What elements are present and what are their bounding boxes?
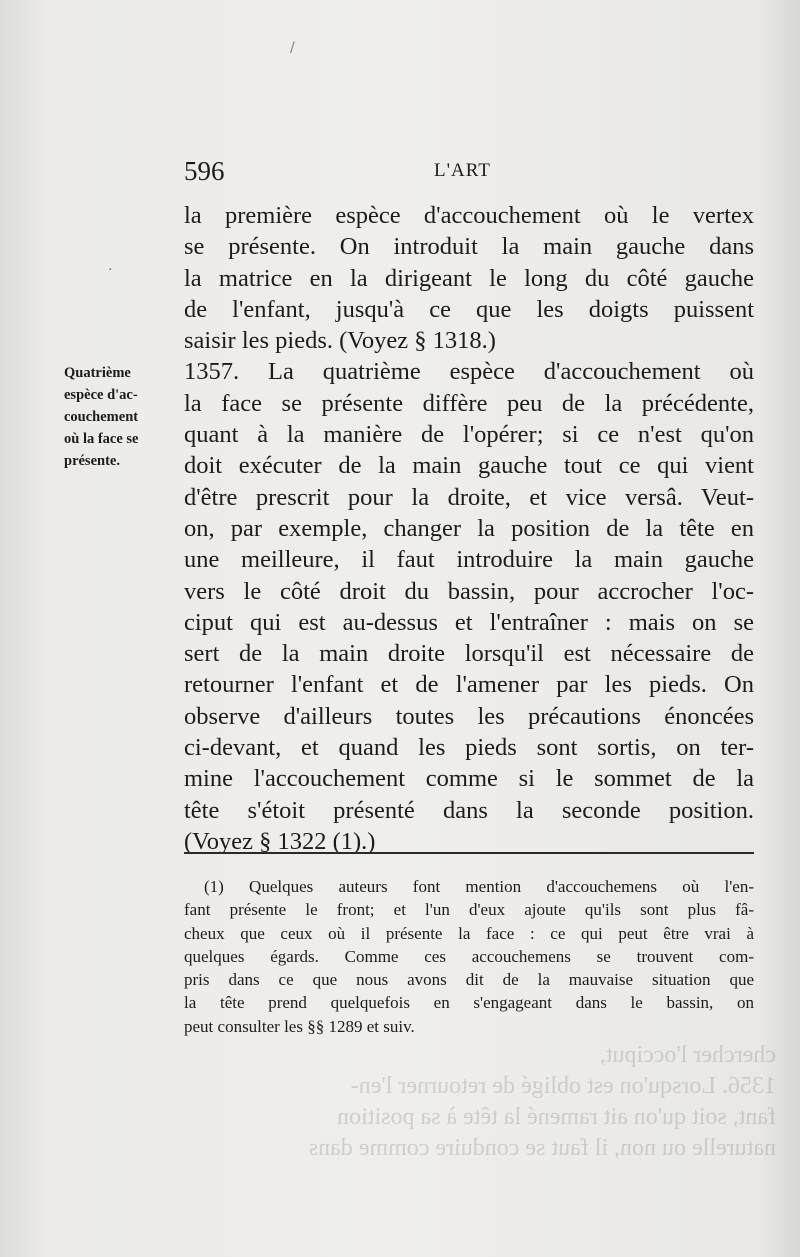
marginal-line: espèce d'ac- <box>64 387 138 403</box>
footnote-line: fant présente le front; et l'un d'eux ajoute qu'ils sont plus fâ- <box>184 900 754 920</box>
text-line: mine l'accouchement comme si le sommet de la <box>184 765 754 793</box>
text-line: se présente. On introduit la main gauche dans <box>184 233 754 261</box>
footnote-line: cheux que ceux où il présente la face : ce qui peut être vrai à <box>184 923 754 943</box>
page-header <box>184 156 754 196</box>
marginal-line: couchement <box>64 409 139 425</box>
marginal-line: où la face se <box>64 431 139 447</box>
stray-mark: · <box>108 262 113 278</box>
marginal-line: Quatrième <box>64 365 131 381</box>
text-line: vers le côté droit du bassin, pour accrocher l'oc- <box>184 577 754 605</box>
text-line: doit exécuter de la main gauche tout ce qui vient <box>184 452 754 480</box>
running-title: L'ART <box>434 160 491 181</box>
text-line: observe d'ailleurs toutes les précautions énoncées <box>184 702 754 730</box>
text-line: quant à la manière de l'opérer; si ce n'est qu'on <box>184 421 754 449</box>
stray-mark: / <box>290 40 295 56</box>
body-text <box>184 200 754 857</box>
marginal-note <box>64 362 184 472</box>
marginal-line: présente. <box>64 453 120 469</box>
text-line: la matrice en la dirigeant le long du côté gauche <box>184 264 754 292</box>
footnote-line: quelques égards. Comme ces accouchemens se trouvent com- <box>184 946 754 966</box>
text-line: ciput qui est au-dessus et l'entraîner : mais on se <box>184 608 754 636</box>
footnote-line: (1) Quelques auteurs font mention d'accouchemens où l'en- <box>204 877 754 896</box>
text-line: (Voyez § 1322 (1).) <box>184 827 376 855</box>
text-line: sert de la main droite lorsqu'il est nécessaire de <box>184 640 754 668</box>
text-line: on, par exemple, changer la position de la tête en <box>184 514 754 542</box>
text-line: 1357. La quatrième espèce d'accouchement où <box>184 358 754 386</box>
text-line: la première espèce d'accouchement où le vertex <box>184 202 754 229</box>
text-line: la face se présente diffère peu de la précédente, <box>184 389 754 417</box>
text-line: retourner l'enfant et de l'amener par les pieds. On <box>184 671 754 699</box>
footnote-rule <box>184 852 754 854</box>
text-line: tête s'étoit présenté dans la seconde position. <box>184 796 754 824</box>
text-line: d'être prescrit pour la droite, et vice versâ. Veut- <box>184 483 754 511</box>
text-line: saisir les pieds. (Voyez § 1318.) <box>184 327 496 355</box>
footnote-line: pris dans ce que nous avons dit de la mauvaise situation que <box>184 970 754 990</box>
footnote-line: peut consulter les §§ 1289 et suiv. <box>184 1016 415 1036</box>
text-line: ci-devant, et quand les pieds sont sortis, on ter- <box>184 734 754 762</box>
bleed-through-text: chercher l'occiput, 1356. Lorsqu'on est obligé de retourner l'en- fant, soit qu'on ait ramené la tête à sa position naturelle ou non, il faut se conduire comme dans <box>308 1042 776 1161</box>
page-number: 596 <box>184 156 225 186</box>
footnote-line: la tête prend quelquefois en s'engageant dans le bassin, on <box>184 993 754 1013</box>
text-line: de l'enfant, jusqu'à ce que les doigts puissent <box>184 295 754 323</box>
text-line: une meilleure, il faut introduire la main gauche <box>184 546 754 574</box>
footnote <box>184 875 754 1038</box>
